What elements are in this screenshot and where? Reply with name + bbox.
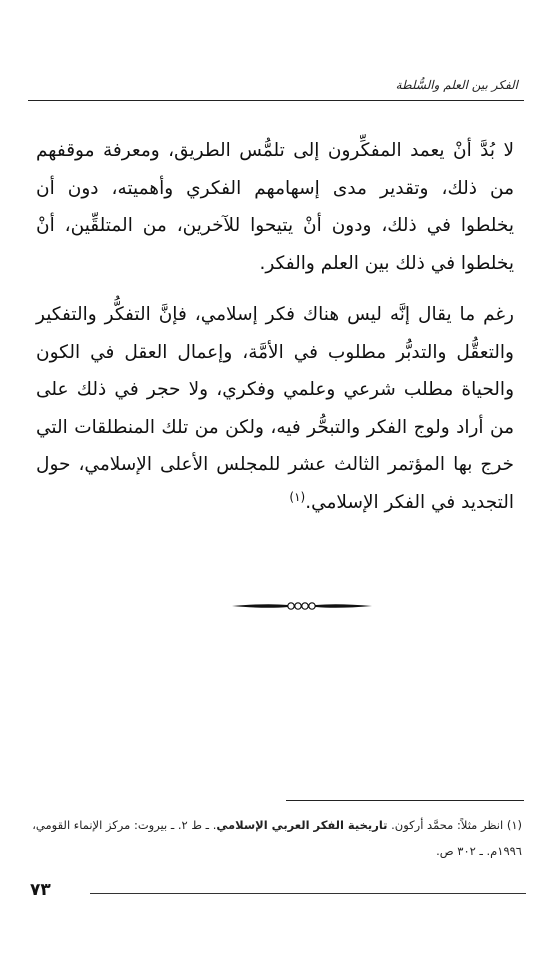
- footnote-book-title: تاريخية الفكر العربي الإسلامي: [216, 818, 388, 832]
- page-number: ٧٣: [30, 880, 51, 900]
- body-text: [36, 132, 514, 521]
- footer-rule: [90, 893, 526, 894]
- paragraph-1: لا بُدَّ أنْ يعمد المفكِّرون إلى تلمُّس الطريق، ومعرفة موقفهم من ذلك، وتقدير مدى إسهامهم الفكري وأهميته، دون أن يخلطوا في ذلك، ودون أنْ يتيحوا للآخرين، من المتلقِّين، أنْ يخلطوا في ذلك بين العلم والفكر.: [36, 140, 514, 274]
- footnote: [32, 812, 522, 864]
- paragraph-2-text: رغم ما يقال إنَّه ليس هناك فكر إسلامي، فإنَّ التفكُّر والتفكير والتعقُّل والتدبُّر مطلوب في الأمَّة، وإعمال العقل في الكون والحياة مطلب شرعي وعلمي وفكري، ولا حجر في ذلك على من أراد ولوج الفكر والتبحُّر فيه، ولكن من تلك المنطلقات التي خرج بها المؤتمر الثالث عشر للمجلس الأعلى الإسلامي، حول التجديد في الفكر الإسلامي.: [36, 304, 514, 513]
- footnote-prefix: (١) انظر مثلاً: محمَّد أركون.: [391, 818, 522, 832]
- section-divider-ornament: [230, 598, 374, 614]
- paragraph-2: [36, 296, 514, 521]
- footnote-separator: [286, 800, 524, 801]
- footnote-suffix: . ـ ط ٢. ـ بيروت: مركز الإنماء القومي، ١٩٩٦م. ـ ٣٠٢ ص.: [32, 818, 522, 858]
- header-rule: [28, 100, 524, 101]
- running-title: الفكر بين العلم والسُّلطة: [395, 78, 518, 92]
- running-header: [0, 78, 552, 98]
- footnote-reference: (١): [289, 489, 306, 504]
